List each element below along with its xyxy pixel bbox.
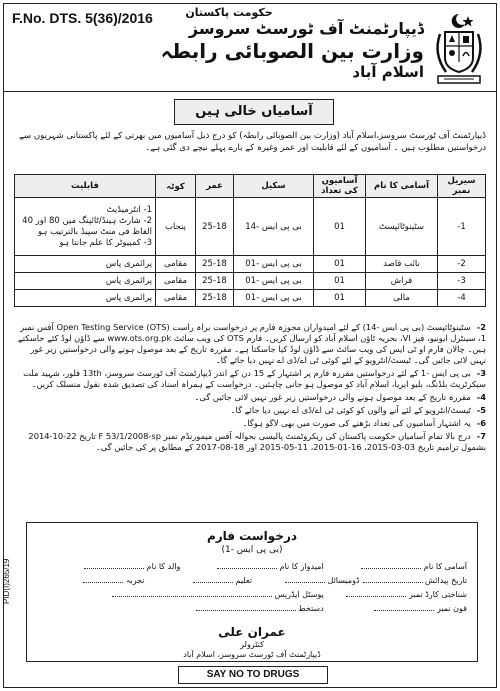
qualification-line: 1- انٹرمیڈیٹ bbox=[106, 204, 152, 215]
field-blank bbox=[196, 603, 296, 611]
field-label: شناختی کارڈ نمبر bbox=[408, 590, 467, 599]
field-label: تاریخ پیدائش bbox=[425, 576, 467, 585]
note-text: یہ اشتہار آسامیوں کی تعداد بڑھنے کی صورت میں بھی لاگو ہوگا۔ bbox=[242, 418, 471, 428]
note-item bbox=[14, 322, 486, 366]
field-label: دستخط bbox=[298, 604, 324, 613]
table-header-row bbox=[15, 175, 486, 198]
state-emblem-icon bbox=[428, 10, 490, 86]
form-field bbox=[252, 575, 360, 585]
count-cell: 01 bbox=[314, 290, 366, 307]
form-field bbox=[324, 561, 467, 571]
form-row bbox=[37, 561, 467, 571]
vacancies-banner: آسامیاں خالی ہیں bbox=[174, 99, 334, 125]
field-label: فون نمبر bbox=[436, 604, 467, 613]
qualification-line: 2- شارٹ ہینڈ/ٹائپنگ میں 80 اور 40 الفاظ فی منٹ سپیڈ بالترتیب ہو bbox=[22, 215, 152, 237]
form-field bbox=[180, 561, 323, 571]
advertisement-page bbox=[3, 3, 497, 688]
header-count: آسامیوں کی تعداد bbox=[314, 175, 366, 198]
serial-cell: 2- bbox=[438, 256, 486, 273]
signer-department: ڈیپارٹمنٹ آف ٹورسٹ سروسز، اسلام آباد bbox=[183, 650, 321, 659]
department-title: ڈیپارٹمنٹ آف ٹورسٹ سروسز bbox=[188, 19, 424, 38]
field-label: تجربہ bbox=[125, 576, 145, 585]
note-item bbox=[14, 405, 486, 416]
note-number: 3- bbox=[476, 368, 486, 378]
count-cell: 01 bbox=[314, 273, 366, 290]
form-row bbox=[37, 589, 467, 599]
form-field bbox=[360, 575, 468, 585]
quota-cell: مقامی bbox=[156, 256, 196, 273]
note-number: 6- bbox=[476, 418, 486, 428]
field-blank bbox=[363, 575, 423, 583]
field-label: پوسٹل ایڈریس bbox=[274, 590, 324, 599]
header bbox=[4, 4, 496, 92]
header-post-name: آسامی کا نام bbox=[366, 175, 438, 198]
table-row bbox=[15, 256, 486, 273]
field-blank bbox=[346, 589, 406, 597]
signer-name: عمران علی bbox=[218, 625, 286, 639]
header-serial: سیریل نمبر bbox=[438, 175, 486, 198]
note-number: 7- bbox=[476, 431, 486, 441]
field-label: آسامی کا نام bbox=[423, 562, 467, 571]
field-blank bbox=[193, 575, 233, 583]
form-field bbox=[37, 561, 180, 571]
field-blank bbox=[112, 589, 272, 597]
pid-number: PID(I)265/19 bbox=[2, 558, 11, 604]
count-cell: 01 bbox=[314, 256, 366, 273]
note-number: 4- bbox=[476, 392, 486, 402]
header-age: عمر bbox=[196, 175, 234, 198]
form-field bbox=[37, 575, 145, 585]
note-number: 5- bbox=[476, 405, 486, 415]
note-text: بی پی ایس -1 کے لئے درخواستیں مقررہ فارم پر اشتہار کے 15 دن کے اندر ڈیپارٹمنٹ آف ٹورسٹ سروسز، 13th فلور، شہید ملت سیکرٹریٹ بلڈنگ، بلیو ایریا، اسلام آباد کو موصول ہو جانی چاہئیں۔ درخواست کے ہمراہ اسناد کی تصدیق شدہ نقول منسلک کریں۔ bbox=[23, 368, 486, 389]
signer-role: کنٹرولر bbox=[240, 640, 264, 649]
note-item bbox=[14, 431, 486, 453]
form-field bbox=[324, 589, 467, 599]
file-number: F.No. DTS. 5(36)/2016 bbox=[12, 10, 153, 26]
scale-cell: بی پی ایس -01 bbox=[234, 273, 314, 290]
qualification-cell bbox=[15, 198, 156, 256]
field-blank bbox=[217, 561, 277, 569]
post-name-cell: سٹینوٹائپسٹ bbox=[366, 198, 438, 256]
city-title: اسلام آباد bbox=[352, 63, 424, 81]
note-text: ٹیسٹ/انٹرویو کے لئے آنے والوں کو کوئی ٹی اے/ڈی اے نہیں دیا جائے گا۔ bbox=[230, 405, 471, 415]
serial-cell: 4- bbox=[438, 290, 486, 307]
field-label: تعلیم bbox=[235, 576, 252, 585]
field-blank bbox=[285, 575, 325, 583]
form-subtitle: (بی پی ایس -1) bbox=[221, 545, 283, 555]
government-title: حکومت پاکستان bbox=[185, 6, 273, 19]
age-cell: 25-18 bbox=[196, 290, 234, 307]
note-item bbox=[14, 392, 486, 403]
header-qualification: قابلیت bbox=[15, 175, 156, 198]
form-row bbox=[37, 575, 467, 585]
form-row bbox=[37, 603, 467, 613]
post-name-cell: فراش bbox=[366, 273, 438, 290]
application-form bbox=[26, 522, 478, 662]
scale-cell: بی پی ایس -14 bbox=[234, 198, 314, 256]
say-no-to-drugs-footer: SAY NO TO DRUGS bbox=[178, 666, 328, 684]
intro-paragraph: ڈیپارٹمنٹ آف ٹورسٹ سروسز،اسلام آباد (وزارت بین الصوبائی رابطہ) کو درج ذیل آسامیوں میں بھرتی کے لئے پاکستانی شہریوں سے درخواستیں مطلوب ہیں ۔ آسامیوں کے لئے قابلیت اور عمر وغیرہ کے بارے پہلے نیچے دی گئی ہے۔ bbox=[19, 131, 486, 153]
form-field bbox=[324, 603, 467, 613]
header-titles bbox=[124, 6, 424, 81]
form-title: درخواست فارم bbox=[206, 529, 298, 543]
vacancies-table bbox=[14, 174, 486, 307]
field-blank bbox=[361, 561, 421, 569]
qualification-cell: پرائمری پاس bbox=[15, 256, 156, 273]
field-label: والد کا نام bbox=[146, 562, 181, 571]
ministry-title: وزارت بین الصوبائی رابطہ bbox=[160, 39, 424, 63]
note-text: مقررہ تاریخ کے بعد موصول ہونے والی درخواستیں زیر غور نہیں لائی جائیں گی۔ bbox=[194, 392, 471, 402]
field-blank bbox=[84, 561, 144, 569]
post-name-cell: مالی bbox=[366, 290, 438, 307]
notes-list bbox=[14, 322, 486, 455]
note-text: سٹینوٹائپسٹ (بی پی ایس -14) کے لئے امیدواران مجوزہ فارم پر درخواست براہ راست Open Testing Service (OTS) آفس نمبر 1، سینٹرل ایونیو، فیز VI، بحریہ ٹاؤن اسلام آباد کو ارسال کریں۔ فارم OTS کی ویب سائٹ www.ots.org.pk سے ڈاؤن لوڈ کئے جاسکتے ہیں۔ چالان فارم او ٹی ایس کی ویب سائٹ سے ڈاؤن لوڈ کیا جاسکتا ہے۔ مقررہ تاریخ کے بعد موصول ہونے والی درخواستیں زیر غور نہیں لائی جائیں گی۔ ٹیسٹ/انٹرویو کے لئے کوئی ٹی اے/ڈی اے نہیں دیا جائے گا۔ bbox=[17, 322, 486, 365]
header-quota: کوٹہ bbox=[156, 175, 196, 198]
field-label: ڈومیسائل bbox=[327, 576, 360, 585]
note-number: 2- bbox=[476, 322, 486, 332]
form-field bbox=[145, 575, 253, 585]
qualification-line: 3- کمپیوٹر کا علم جانتا ہو bbox=[59, 237, 152, 248]
quota-cell: مقامی bbox=[156, 273, 196, 290]
age-cell: 25-18 bbox=[196, 273, 234, 290]
note-item bbox=[14, 368, 486, 390]
qualification-cell: پرائمری پاس bbox=[15, 290, 156, 307]
count-cell: 01 bbox=[314, 198, 366, 256]
qualification-cell: پرائمری پاس bbox=[15, 273, 156, 290]
post-name-cell: نائب قاصد bbox=[366, 256, 438, 273]
table-row bbox=[15, 290, 486, 307]
age-cell: 25-18 bbox=[196, 198, 234, 256]
scale-cell: بی پی ایس -01 bbox=[234, 290, 314, 307]
form-field bbox=[37, 589, 324, 599]
quota-cell: پنجاب bbox=[156, 198, 196, 256]
quota-cell: مقامی bbox=[156, 290, 196, 307]
age-cell: 25-18 bbox=[196, 256, 234, 273]
note-text: درج بالا تمام آسامیاں حکومت پاکستان کی ریکروٹمنٹ پالیسی بحوالہ آفس میمورنڈم نمبر F 53/1/2008-sp تاریخ 22-10-2014 بشمول ترامیم تاریخ 03-03-2015، 16-01-2015، 11-05-2015 اور 18-08-2017 کے مطابق پر کی جائیں گی۔ bbox=[28, 431, 486, 452]
serial-cell: 3- bbox=[438, 273, 486, 290]
field-label: امیدوار کا نام bbox=[279, 562, 324, 571]
table-row bbox=[15, 198, 486, 256]
serial-cell: 1- bbox=[438, 198, 486, 256]
table-row bbox=[15, 273, 486, 290]
form-field bbox=[37, 603, 324, 613]
field-blank bbox=[374, 603, 434, 611]
scale-cell: بی پی ایس -01 bbox=[234, 256, 314, 273]
note-item bbox=[14, 418, 486, 429]
field-blank bbox=[83, 575, 123, 583]
header-scale: سکیل bbox=[234, 175, 314, 198]
